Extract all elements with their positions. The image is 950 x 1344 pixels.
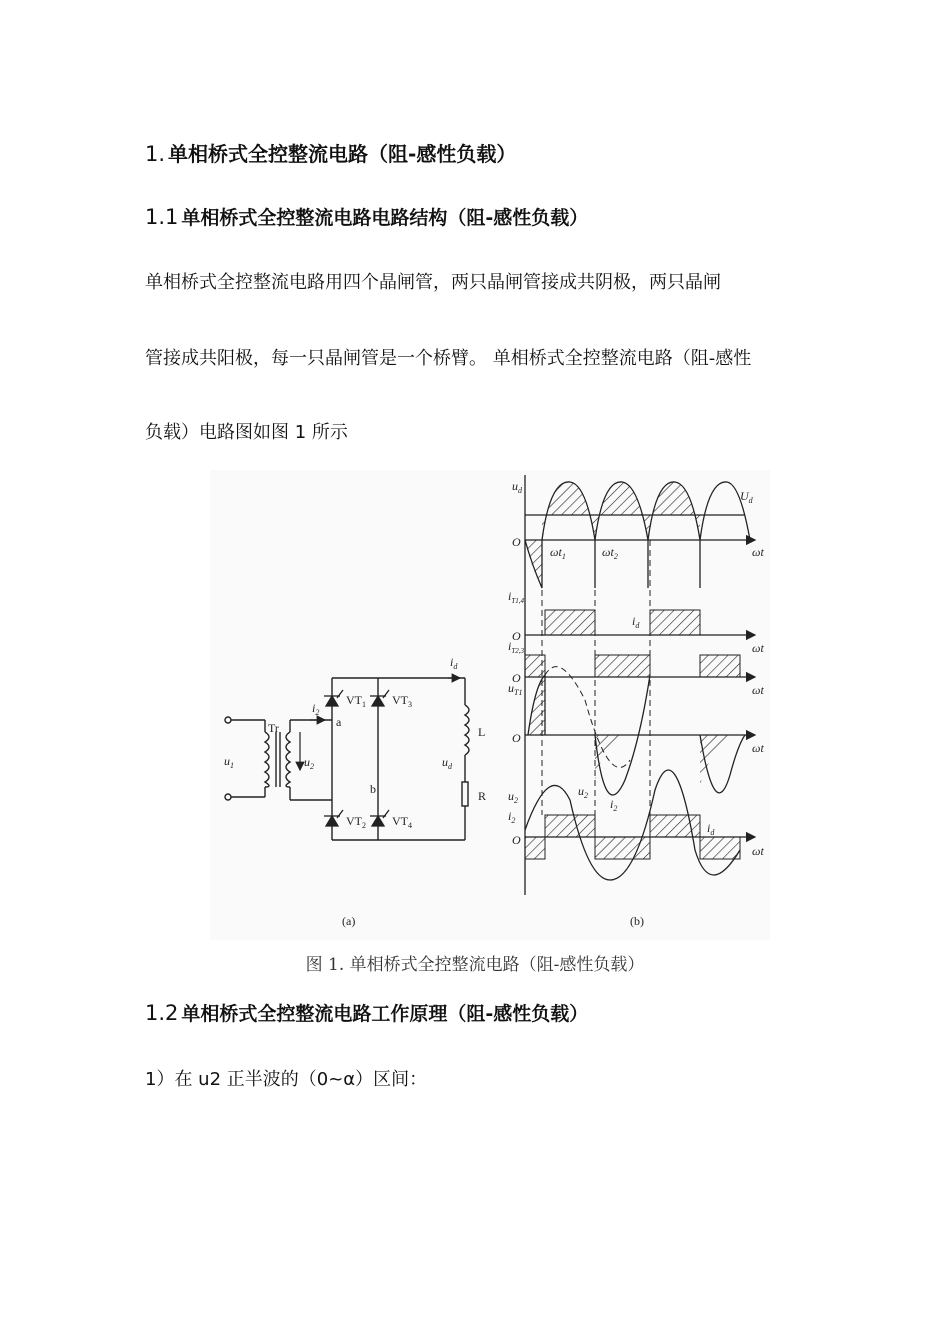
section-title: 单相桥式全控整流电路电路结构（阻-感性负载）: [181, 207, 589, 229]
wave-label-iT23: $i_{T2,3}$: [508, 639, 524, 655]
wave-axis-wt-2: ωt: [752, 641, 764, 655]
section-1-2-heading: [145, 999, 588, 1026]
wave-axis-wt-1: ωt: [752, 545, 764, 559]
section-1-1-heading: [145, 203, 588, 230]
section-number: 1.2: [145, 1001, 179, 1025]
wave-axis-wt-5: ωt: [752, 844, 764, 858]
wave-label-i2-axis: $i_2$: [508, 809, 516, 825]
wave-origin-5: O: [512, 833, 521, 847]
label-vt3: $VT_3$: [392, 693, 412, 709]
wave-label-wt2: $\omega t_2$: [602, 545, 618, 561]
paragraph-line-3: 负载）电路图如图 1 所示: [145, 422, 348, 443]
wave-label-Ud: $U_d$: [740, 489, 753, 505]
wave-origin-3: O: [512, 671, 521, 685]
sub-label-b: (b): [630, 914, 644, 928]
sub-label-a: (a): [342, 914, 356, 928]
wave-origin-4: O: [512, 731, 521, 745]
wave-label-id: $i_d$: [632, 614, 640, 630]
list-item-1: 1）在 u2 正半波的（0~α）区间：: [145, 1069, 428, 1090]
wave-label-uT1: $u_{T1}$: [508, 681, 523, 697]
label-vt2: $VT_2$: [346, 814, 366, 830]
label-id: $i_d$: [450, 655, 458, 671]
paragraph-line-1: 单相桥式全控整流电路用四个晶闸管，两只晶闸管接成共阴极，两只晶闸: [145, 272, 721, 293]
label-R: R: [478, 789, 487, 803]
label-tr: Tr: [268, 721, 279, 735]
wave-label-id-2: $i_d$: [707, 821, 715, 837]
section-number: 1.1: [145, 205, 179, 229]
label-vt1: $VT_1$: [346, 693, 366, 709]
wave-origin-1: O: [512, 535, 521, 549]
node-b: b: [370, 782, 376, 796]
label-vt4: $VT_4$: [392, 814, 412, 830]
label-L: L: [478, 725, 486, 739]
section-1-heading: [145, 138, 516, 167]
wave-origin-2: O: [512, 629, 521, 643]
wave-label-wt1: $\omega t_1$: [550, 545, 566, 561]
figure-caption: 图 1. 单相桥式全控整流电路（阻-感性负载）: [305, 955, 645, 975]
wave-label-i2-curve: $i_2$: [610, 797, 618, 813]
wave-axis-wt-3: ωt: [752, 683, 764, 697]
section-title: 单相桥式全控整流电路工作原理（阻-感性负载）: [181, 1003, 589, 1025]
label-ud: $u_d$: [442, 755, 452, 771]
label-u2: $u_2$: [304, 755, 314, 771]
wave-label-u2-curve: $u_2$: [578, 784, 588, 800]
label-u1: $u_1$: [224, 754, 234, 770]
wave-label-ud: $u_d$: [512, 479, 522, 495]
paragraph-line-2: 管接成共阳极，每一只晶闸管是一个桥臂。 单相桥式全控整流电路（阻-感性: [145, 348, 752, 369]
section-title: 单相桥式全控整流电路（阻-感性负载）: [168, 142, 517, 166]
label-i2: $i_2$: [312, 701, 320, 717]
section-number: 1.: [145, 142, 166, 166]
node-a: a: [336, 715, 342, 729]
wave-axis-wt-4: ωt: [752, 741, 764, 755]
wave-label-u2-axis: $u_2$: [508, 789, 518, 805]
wave-label-iT14: $i_{T1,4}$: [508, 589, 524, 605]
figure-1: [210, 470, 770, 940]
